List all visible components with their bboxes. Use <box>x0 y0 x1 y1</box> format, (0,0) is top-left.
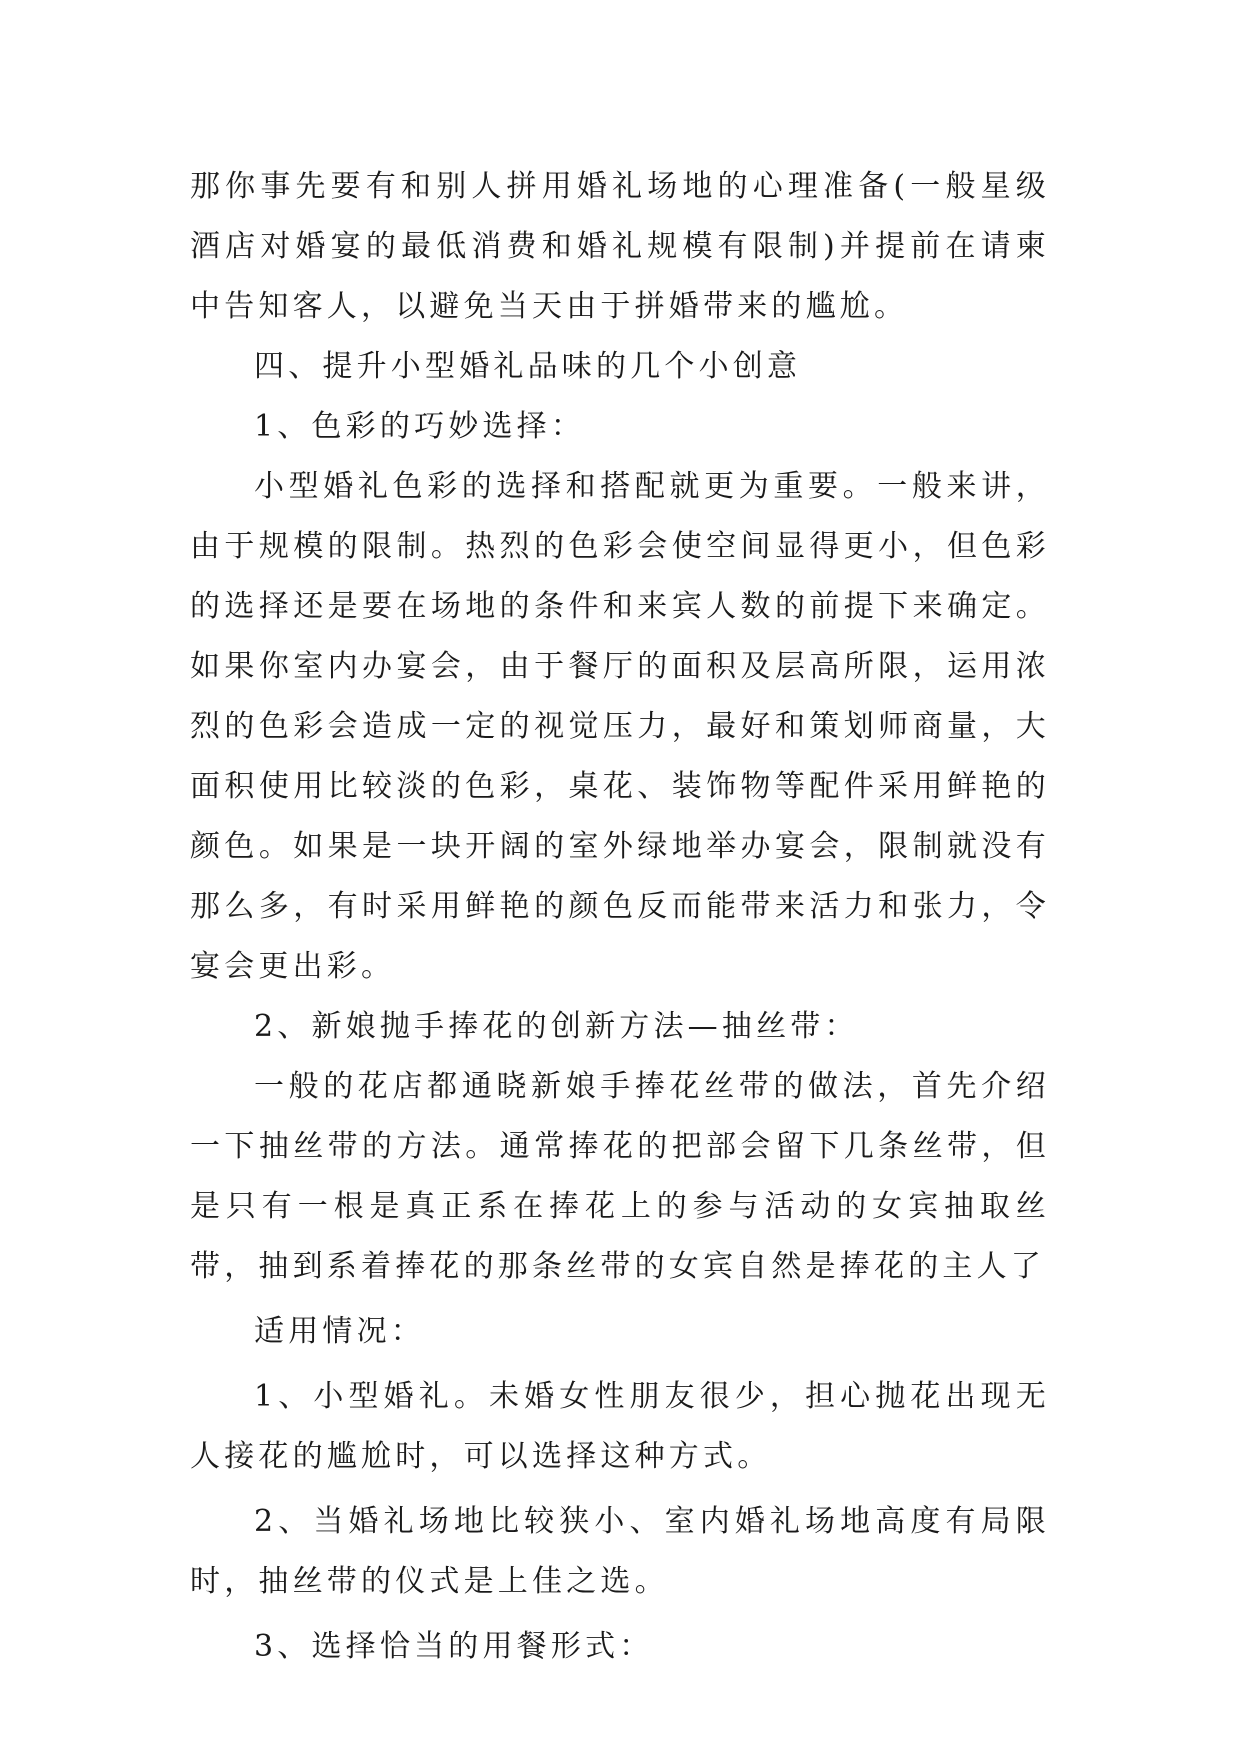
paragraph-case-2: 2、当婚礼场地比较狭小、室内婚礼场地高度有局限时，抽丝带的仪式是上佳之选。 <box>190 1504 1050 1599</box>
paragraph-bouquet-ribbon: 一般的花店都通晓新娘手捧花丝带的做法，首先介绍一下抽丝带的方法。通常捧花的把部会留下几条丝带，但是只有一根是真正系在捧花上的参与活动的女宾抽取丝带，抽到系着捧花的那条丝带的女宾自然是捧花的主人了 <box>190 1069 1050 1284</box>
subheading-applicable-cases: 适用情况： <box>254 1314 425 1349</box>
paragraph-case-1: 1、小型婚礼。未婚女性朋友很少，担心抛花出现无人接花的尴尬时，可以选择这种方式。 <box>190 1379 1050 1474</box>
paragraph-venue-sharing: 那你事先要有和别人拼用婚礼场地的心理准备(一般星级酒店对婚宴的最低消费和婚礼规模有限制)并提前在请柬中告知客人，以避免当天由于拼婚带来的尴尬。 <box>190 169 1050 324</box>
subheading-dining-format: 3、选择恰当的用餐形式： <box>254 1629 654 1664</box>
section-heading-small-wedding-ideas: 四、提升小型婚礼品味的几个小创意 <box>254 349 802 384</box>
subheading-color-choice: 1、色彩的巧妙选择： <box>254 409 586 444</box>
document-body <box>190 157 1050 1677</box>
paragraph-color-choice: 小型婚礼色彩的选择和搭配就更为重要。一般来讲，由于规模的限制。热烈的色彩会使空间显得更小，但色彩的选择还是要在场地的条件和来宾人数的前提下来确定。如果你室内办宴会，由于餐厅的面积及层高所限，运用浓烈的色彩会造成一定的视觉压力，最好和策划师商量，大面积使用比较淡的色彩，桌花、装饰物等配件采用鲜艳的颜色。如果是一块开阔的室外绿地举办宴会，限制就没有那么多，有时采用鲜艳的颜色反而能带来活力和张力，令宴会更出彩。 <box>190 469 1050 984</box>
subheading-bouquet-ribbon: 2、新娘抛手捧花的创新方法—抽丝带： <box>254 1009 859 1044</box>
